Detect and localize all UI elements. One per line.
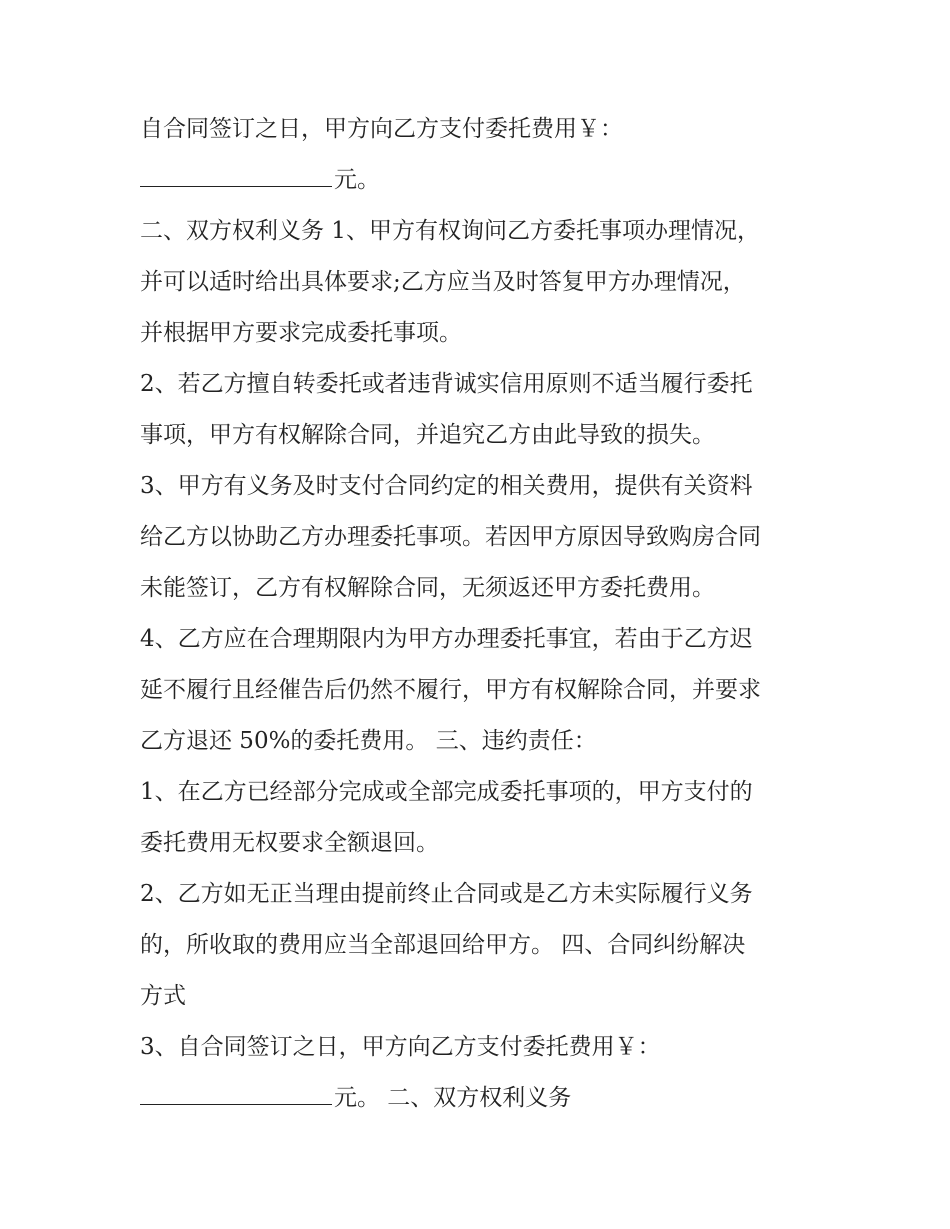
text-line-with-blank [140,155,820,206]
text-line: 3、甲方有义务及时支付合同约定的相关费用，提供有关资料 [140,473,753,499]
fill-in-blank [140,1080,332,1105]
text-line: 乙方退还 50%的委托费用。 三、违约责任： [140,728,597,754]
text-line: 并根据甲方要求完成委托事项。 [140,320,462,346]
text-line: 并可以适时给出具体要求;乙方应当及时答复甲方办理情况， [140,269,746,295]
text-line: 给乙方以协助乙方办理委托事项。若因甲方原因导致购房合同 [140,524,761,550]
text-line: 二、双方权利义务 1、甲方有权询问乙方委托事项办理情况， [140,218,760,244]
text-segment: 元。 二、双方权利义务 [334,1085,572,1111]
text-line: 4、乙方应在合理期限内为甲方办理委托事宜，若由于乙方迟 [140,626,753,652]
text-segment: 元。 [334,167,380,193]
text-line: 3、自合同签订之日，甲方向乙方支付委托费用￥： [140,1034,661,1060]
text-line: 1、在乙方已经部分完成或全部完成委托事项的，甲方支付的 [140,779,753,805]
text-line-with-blank [140,1073,820,1124]
text-line: 方式 [140,983,186,1009]
text-line: 延不履行且经催告后仍然不履行，甲方有权解除合同，并要求 [140,677,761,703]
text-line: 自合同签订之日，甲方向乙方支付委托费用￥： [140,116,623,142]
fill-in-blank [140,162,332,187]
text-line: 事项，甲方有权解除合同，并追究乙方由此导致的损失。 [140,422,715,448]
text-line: 2、若乙方擅自转委托或者违背诚实信用原则不适当履行委托 [140,371,753,397]
text-line: 未能签订，乙方有权解除合同，无须返还甲方委托费用。 [140,575,715,601]
document-body [140,104,820,1124]
text-line: 委托费用无权要求全额退回。 [140,830,439,856]
text-line: 2、乙方如无正当理由提前终止合同或是乙方未实际履行义务 [140,881,753,907]
text-line: 的，所收取的费用应当全部退回给甲方。 四、合同纠纷解决 [140,932,746,958]
